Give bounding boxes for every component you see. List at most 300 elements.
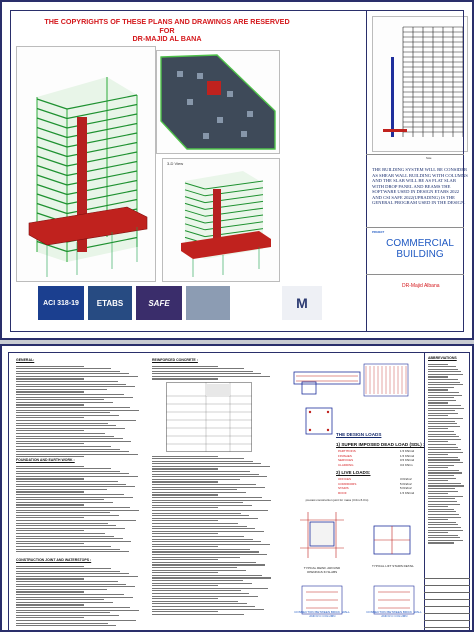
- note-text-line: [152, 541, 261, 542]
- note-text-line: [16, 604, 84, 605]
- title-block-row: [424, 593, 470, 600]
- title-block-divider: [366, 274, 464, 275]
- note-text-line: [428, 374, 463, 375]
- note-text-line: [16, 623, 108, 624]
- general-notes-text: [16, 364, 144, 459]
- note-text-line: [152, 603, 247, 604]
- note-text-line: [152, 474, 259, 475]
- note-text-line: [428, 501, 457, 502]
- building-photo-logo: [186, 286, 230, 320]
- note-text-line: [16, 451, 129, 452]
- design-loads-title: THE DESIGN LOADS: [336, 432, 382, 437]
- note-text-line: [16, 568, 111, 569]
- note-text-line: [428, 421, 455, 422]
- engineer-name: DR-Majid Albana: [402, 283, 440, 289]
- load-row-value: 5 KN/m2: [400, 486, 412, 491]
- note-text-line: [152, 551, 259, 552]
- note-text-line: [152, 536, 244, 537]
- stair-detail: [368, 518, 416, 562]
- note-text-line: [16, 497, 133, 498]
- foundation-notes-title: FOUNDATION AND EARTH WORK :: [16, 458, 75, 462]
- note-text-line: [428, 447, 458, 448]
- note-text-line: [152, 606, 255, 607]
- title-block-row: [424, 586, 470, 593]
- building-3d-view-2-image: [163, 159, 281, 283]
- note-text-line: [16, 502, 113, 503]
- note-text-line: [428, 418, 463, 419]
- drawing-sheet-general-notes: [0, 344, 474, 632]
- note-text-line: [428, 504, 460, 505]
- note-text-line: [16, 494, 124, 495]
- note-text-line: [16, 446, 111, 447]
- note-text-line: [428, 402, 448, 403]
- note-text-line: [152, 577, 271, 578]
- live-load-title: 2) LIVE LOADS:: [336, 470, 371, 475]
- note-text-line: [16, 578, 84, 579]
- note-text-line: [428, 532, 448, 533]
- note-text-line: [428, 426, 460, 427]
- safe-logo: SAFE: [136, 286, 182, 320]
- note-text-line: [152, 471, 250, 472]
- note-text-line: [152, 570, 246, 571]
- foundation-notes-text: [16, 464, 144, 560]
- copyright-line-3: DR-MAJID AL BANA: [132, 34, 202, 43]
- slab-plan-render-image: [157, 51, 281, 155]
- note-text-line: [428, 535, 458, 536]
- note-text-line: [428, 517, 461, 518]
- note-text-line: [428, 522, 456, 523]
- note-text-line: [152, 557, 240, 558]
- note-text-line: [16, 404, 84, 405]
- note-text-line: [428, 485, 464, 486]
- note-text-line: [152, 476, 267, 477]
- note-text-line: [428, 496, 463, 497]
- note-text-line: [16, 366, 84, 367]
- concrete-strength-table: [166, 382, 252, 452]
- note-text-line: [428, 514, 459, 515]
- note-text-line: [16, 368, 111, 369]
- note-text-line: [428, 400, 456, 401]
- note-text-line: [152, 598, 218, 599]
- note-text-line: [16, 612, 110, 613]
- note-text-line: [428, 483, 461, 484]
- note-text-line: [428, 506, 448, 507]
- note-text-line: [152, 456, 218, 457]
- note-text-line: [428, 462, 463, 463]
- note-text-line: [16, 489, 107, 490]
- note-text-line: [428, 428, 448, 429]
- note-text-line: [428, 413, 458, 414]
- note-text-line: [16, 504, 84, 505]
- load-row-label: FINISHES: [338, 453, 352, 458]
- note-text-line: [428, 405, 461, 406]
- note-text-line: [16, 410, 139, 411]
- note-text-line: [16, 376, 138, 377]
- note-text-line: [16, 533, 105, 534]
- note-text-line: [16, 473, 129, 474]
- load-row-value: 1.5 KN/m2: [400, 453, 415, 458]
- load-row-label: ROOF: [338, 490, 347, 495]
- note-text-line: [152, 515, 249, 516]
- note-text-line: [152, 609, 264, 610]
- connection-caption-1: CONNECTION BETWEEN BRICK WALL AND R.C COLUMN: [294, 610, 350, 618]
- note-text-line: [152, 458, 244, 459]
- note-text-line: [16, 581, 118, 582]
- note-text-line: [16, 386, 135, 387]
- note-text-line: [428, 379, 458, 380]
- note-text-line: [428, 387, 454, 388]
- note-text-line: [428, 434, 456, 435]
- note-text-line: [152, 378, 218, 379]
- note-text-line: [16, 591, 84, 592]
- note-text-line: [16, 415, 119, 416]
- note-text-line: [16, 381, 118, 382]
- note-text-line: [428, 491, 458, 492]
- note-text-line: [152, 502, 243, 503]
- note-text-line: [428, 524, 458, 525]
- note-text-line: [428, 488, 455, 489]
- load-row-label: STAIRS: [338, 486, 349, 491]
- note-text-line: [152, 544, 270, 545]
- note-text-line: [428, 408, 464, 409]
- note-text-line: [16, 543, 84, 544]
- title-block-row: [424, 614, 470, 621]
- note-text-line: [428, 493, 448, 494]
- note-text-line: [16, 454, 138, 455]
- note-text-line: [152, 479, 240, 480]
- note-text-line: [152, 466, 270, 467]
- note-text-line: [428, 542, 454, 543]
- note-text-line: [16, 394, 124, 395]
- note-text-line: [16, 484, 126, 485]
- note-text-line: [152, 528, 255, 529]
- note-text-line: [16, 428, 125, 429]
- note-text-line: [16, 468, 111, 469]
- note-text-line: [16, 478, 84, 479]
- note-text-line: [16, 517, 84, 518]
- note-text-line: [428, 511, 456, 512]
- note-text-line: [16, 417, 84, 418]
- load-row-value: 1.5 KN/m2: [400, 449, 415, 453]
- note-text-line: [152, 611, 218, 612]
- note-text-line: [428, 395, 462, 396]
- note-text-line: [428, 509, 454, 510]
- note-text-line: [152, 371, 253, 372]
- note-text-line: [428, 452, 463, 453]
- note-text-line: [16, 594, 124, 595]
- title-block-divider: [366, 154, 464, 155]
- title-block-row: [424, 579, 470, 586]
- note-text-line: [152, 526, 247, 527]
- note-text-line: [428, 415, 448, 416]
- note-text-line: [152, 564, 265, 565]
- note-text-line: [152, 366, 218, 367]
- note-text-line: [16, 620, 136, 621]
- note-text-line: [428, 384, 463, 385]
- project-label: PROJECT: [372, 231, 385, 234]
- note-text-line: [428, 410, 455, 411]
- note-text-line: [16, 423, 108, 424]
- note-text-line: [16, 436, 114, 437]
- note-text-line: [428, 449, 461, 450]
- load-row-value: 1.5 KN/m2: [400, 490, 415, 495]
- slab-plan-render: [156, 50, 280, 154]
- note-text-line: [152, 489, 237, 490]
- note-text-line: [16, 520, 136, 521]
- note-text-line: [428, 364, 448, 365]
- brick-wall-detail: [362, 362, 410, 398]
- note-text-line: [16, 499, 104, 500]
- note-text-line: [16, 573, 129, 574]
- note-text-line: [16, 541, 131, 542]
- note-text-line: [16, 525, 116, 526]
- note-text-line: [152, 554, 267, 555]
- note-text-line: [152, 567, 237, 568]
- connection-caption-2: CONNECTION BETWEEN BRICK WALL AND R.C COLUMN: [366, 610, 422, 618]
- note-text-line: [16, 491, 84, 492]
- note-text-line: [16, 507, 130, 508]
- note-text-line: [16, 425, 116, 426]
- note-text-line: [16, 399, 104, 400]
- note-text-line: [152, 481, 218, 482]
- note-text-line: [152, 601, 238, 602]
- note-text-line: [152, 507, 218, 508]
- note-text-line: [16, 599, 104, 600]
- note-text-line: [152, 546, 218, 547]
- note-text-line: [428, 392, 459, 393]
- note-text-line: [428, 527, 461, 528]
- note-text-line: [16, 384, 126, 385]
- note-text-line: [16, 420, 136, 421]
- note-text-line: [16, 586, 135, 587]
- note-text-line: [152, 588, 268, 589]
- note-text-line: [16, 615, 119, 616]
- note-text-line: [16, 371, 120, 372]
- note-text-line: [152, 572, 218, 573]
- note-text-line: [16, 607, 130, 608]
- note-text-line: [16, 546, 111, 547]
- building-3d-render: [16, 46, 156, 282]
- note-text-line: [152, 590, 241, 591]
- note-text-line: [428, 480, 448, 481]
- note-text-line: [152, 585, 218, 586]
- note-text-line: [428, 467, 448, 468]
- note-text-line: [16, 407, 130, 408]
- aci-logo: ACI 318-19: [38, 286, 84, 320]
- note-text-line: [16, 512, 110, 513]
- note-text-line: [16, 538, 123, 539]
- note-text-line: [152, 513, 241, 514]
- copyright-line-2: FOR: [159, 25, 175, 35]
- note-text-line: [152, 539, 253, 540]
- note-text-line: [16, 610, 139, 611]
- note-text-line: [152, 520, 218, 521]
- note-text-line: [428, 436, 459, 437]
- title-block-row: [424, 607, 470, 614]
- note-text-line: [152, 559, 218, 560]
- note-text-line: [428, 454, 448, 455]
- note-text-line: [152, 368, 244, 369]
- note-text-line: [428, 382, 460, 383]
- opening-caption: TYPICAL REINF. AROUND OPENINGS IN SLABS: [303, 566, 341, 574]
- load-row-value: 3.0 KN/m: [400, 462, 413, 467]
- note-text-line: [16, 476, 138, 477]
- note-text-line: [152, 583, 252, 584]
- note-text-line: [152, 510, 268, 511]
- stair-caption: TYPICAL LIFT STAIRS DETAIL: [372, 564, 414, 568]
- note-text-line: [16, 536, 114, 537]
- note-text-line: [152, 500, 271, 501]
- note-text-line: [428, 472, 462, 473]
- note-text-line: [16, 571, 120, 572]
- dead-load-title: 1) SUPER IMPOSED DEAD LOAD (SDL) :: [336, 442, 425, 447]
- opening-reinforcement-detail: [296, 508, 348, 566]
- note-text-line: [428, 475, 454, 476]
- note-text-line: [428, 459, 460, 460]
- note-text-line: [16, 510, 139, 511]
- note-text-line: [16, 486, 135, 487]
- note-text-line: [428, 530, 463, 531]
- load-row-label: PARTITIONS: [338, 449, 356, 453]
- note-text-line: [16, 378, 84, 379]
- note-text-line: [152, 468, 218, 469]
- joint-caption: precast construction joint for mass (3.0m-5.0m): [305, 498, 369, 502]
- note-text-line: [428, 444, 456, 445]
- note-text-line: [152, 484, 256, 485]
- note-text-line: [428, 431, 454, 432]
- load-row-label: SERVICES: [338, 458, 354, 463]
- abbreviations-title: ABBREVIATIONS: [428, 356, 457, 360]
- note-text-line: [16, 589, 107, 590]
- note-text-line: [16, 373, 129, 374]
- author-logo: M: [282, 286, 322, 320]
- note-text-line: [16, 391, 84, 392]
- note-text-line: [16, 566, 84, 567]
- note-text-line: [152, 461, 253, 462]
- note-text-line: [428, 366, 456, 367]
- note-text-line: [16, 528, 125, 529]
- note-text-line: [428, 519, 448, 520]
- note-text-line: [152, 492, 246, 493]
- building-3d-render-image: [17, 47, 157, 283]
- note-text-line: [428, 369, 458, 370]
- note-text-line: [16, 523, 108, 524]
- note-text-line: [428, 376, 448, 377]
- note-text-line: [16, 471, 120, 472]
- note-text-line: [16, 602, 113, 603]
- view-label: 3-D View: [167, 161, 184, 166]
- note-text-line: [428, 389, 448, 390]
- note-text-line: [16, 466, 84, 467]
- note-text-line: [152, 531, 264, 532]
- note-text-line: [152, 523, 238, 524]
- note-text-line: [16, 438, 123, 439]
- sheet-title-block: [424, 572, 470, 632]
- note-text-line: [428, 439, 461, 440]
- note-text-line: [16, 617, 84, 618]
- note-text-line: [428, 478, 456, 479]
- note-text-line: [152, 593, 249, 594]
- project-name: COMMERCIAL BUILDING: [386, 238, 454, 260]
- copyright-notice: [42, 18, 292, 44]
- note-text-line: [152, 376, 270, 377]
- note-text-line: [152, 533, 218, 534]
- load-row-label: CORRIDORS: [338, 481, 357, 486]
- note-text-line: [16, 397, 133, 398]
- note-text-line: [152, 580, 243, 581]
- concrete-notes-text-2: [152, 454, 277, 630]
- construction-joint-text: [16, 564, 144, 630]
- load-row-value: 5 KN/m2: [400, 481, 412, 486]
- note-text-line: [428, 371, 461, 372]
- note-label: Note: [426, 157, 432, 160]
- title-block-row: [424, 621, 470, 628]
- building-3d-view-2: [162, 158, 280, 282]
- note-text-line: [16, 389, 107, 390]
- concrete-notes-title: REINFORCED CONCRETE :: [152, 358, 198, 362]
- load-row-value: 0.5 KN/m2: [400, 458, 415, 463]
- concrete-notes-text: [152, 364, 277, 384]
- note-text-line: [16, 441, 131, 442]
- note-text-line: [428, 498, 455, 499]
- note-text-line: [16, 551, 129, 552]
- note-text-line: [16, 576, 138, 577]
- design-note: THE BUILDING SYSTEM WILL BE CONSIDER AS SHEAR WALL BUILDING WITH COLUMNS AND THE SLAB WILL BE AS FLAT SLAB WITH DROP PANEL AND BEAMS THE SOFTWARE USED IN DESIGN ETABS 2022 AND CSI SAFE 2022(UPRADING) IS THE GENERAL PROGRAM USED IN THE DESIGN.: [372, 167, 468, 205]
- load-row-label: OFFICES: [338, 477, 352, 481]
- construction-joint-title: CONSTRUCTION JOINT AND WATERSTOPS :: [16, 558, 92, 562]
- copyright-line-1: THE COPYRIGHTS OF THESE PLANS AND DRAWINGS ARE RESERVED: [44, 17, 290, 26]
- note-text-line: [428, 457, 458, 458]
- note-text-line: [152, 596, 258, 597]
- note-text-line: [428, 470, 459, 471]
- note-text-line: [152, 487, 265, 488]
- note-text-line: [428, 465, 454, 466]
- note-text-line: [152, 549, 250, 550]
- general-notes-title: GENERAL:: [16, 358, 35, 362]
- note-text-line: [16, 597, 133, 598]
- load-row-value: 3 KN/m2: [400, 477, 412, 481]
- note-text-line: [16, 402, 113, 403]
- title-block-divider: [366, 227, 464, 228]
- note-text-line: [428, 540, 463, 541]
- note-text-line: [428, 441, 448, 442]
- title-block-row: [424, 572, 470, 579]
- note-text-line: [152, 497, 262, 498]
- note-text-line: [152, 518, 258, 519]
- abbreviation-list: [428, 362, 468, 562]
- note-text-line: [16, 433, 105, 434]
- title-block-row: [424, 600, 470, 607]
- note-text-line: [16, 549, 120, 550]
- note-text-line: [152, 575, 262, 576]
- note-text-line: [428, 423, 457, 424]
- etabs-logo: ETABS: [88, 286, 132, 320]
- note-text-line: [428, 397, 454, 398]
- note-text-line: [16, 530, 84, 531]
- note-text-line: [152, 614, 244, 615]
- note-text-line: [152, 505, 252, 506]
- note-text-line: [16, 449, 120, 450]
- note-text-line: [16, 625, 116, 626]
- note-text-line: [16, 515, 119, 516]
- beam-section-detail: [292, 362, 362, 402]
- note-text-line: [152, 494, 218, 495]
- note-text-line: [152, 373, 261, 374]
- note-text-line: [152, 463, 261, 464]
- note-text-line: [16, 584, 126, 585]
- note-text-line: [428, 537, 460, 538]
- note-text-line: [16, 481, 118, 482]
